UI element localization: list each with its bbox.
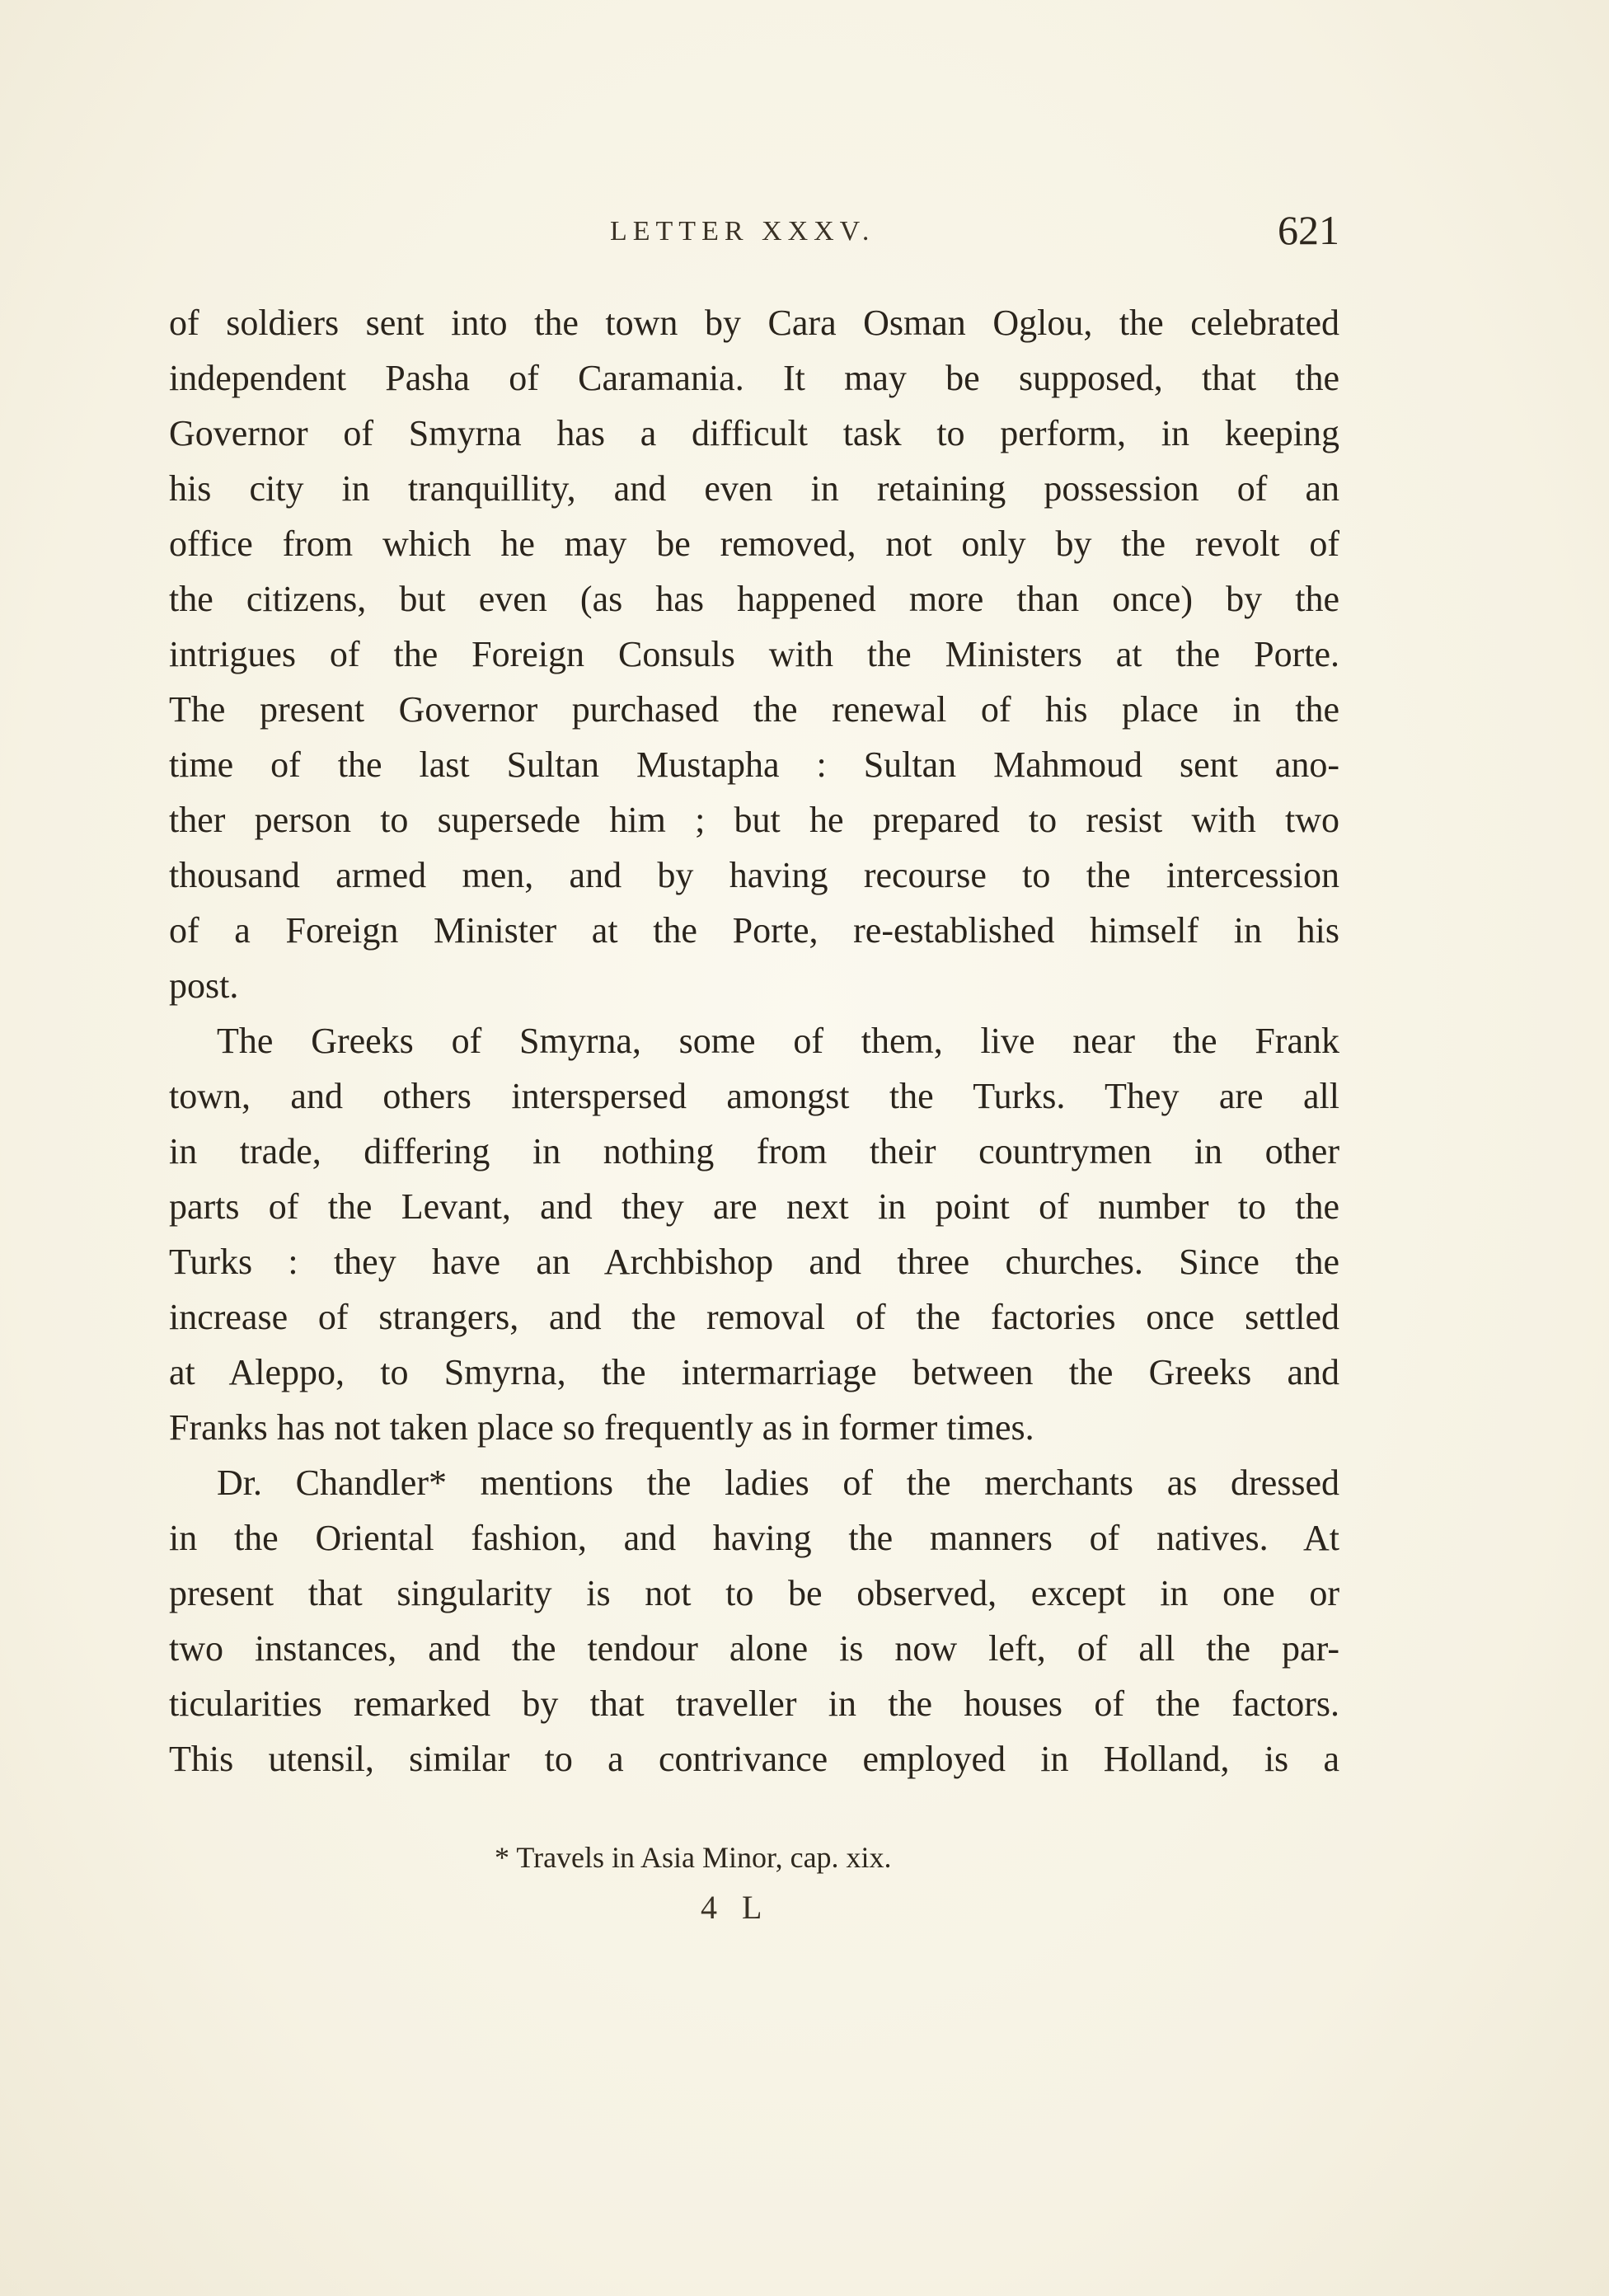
- text-line: time of the last Sultan Mustapha : Sultan Mahmoud sent ano-: [169, 744, 1339, 785]
- text-line: post.: [169, 965, 239, 1006]
- text-line: of soldiers sent into the town by Cara Osman Oglou, the celebrated: [169, 303, 1339, 343]
- signature-mark: 4 L: [701, 1889, 771, 1926]
- text-line: in trade, differing in nothing from their countrymen in other: [169, 1131, 1339, 1171]
- page-number: 621: [1278, 207, 1339, 253]
- text-line: at Aleppo, to Smyrna, the intermarriage between the Greeks and: [169, 1352, 1339, 1392]
- text-line: office from which he may be removed, not only by the revolt of: [169, 524, 1339, 564]
- running-head-title: LETTER XXXV.: [610, 216, 875, 247]
- text-line: This utensil, similar to a contrivance employed in Holland, is a: [169, 1739, 1339, 1779]
- running-head: [169, 206, 1339, 264]
- text-line: parts of the Levant, and they are next in point of number to the: [169, 1186, 1339, 1227]
- text-line: of a Foreign Minister at the Porte, re-established himself in his: [169, 910, 1339, 951]
- text-line: The present Governor purchased the renewal of his place in the: [169, 689, 1339, 730]
- text-line: two instances, and the tendour alone is now left, of all the par-: [169, 1628, 1339, 1669]
- text-line: his city in tranquillity, and even in retaining possession of an: [169, 468, 1339, 509]
- text-line: Franks has not taken place so frequently as in former times.: [169, 1407, 1034, 1448]
- body-text: [169, 295, 1339, 1787]
- text-line: The Greeks of Smyrna, some of them, live near the Frank: [217, 1021, 1339, 1061]
- text-line: present that singularity is not to be observed, except in one or: [169, 1573, 1339, 1613]
- text-line: in the Oriental fashion, and having the manners of natives. At: [169, 1518, 1339, 1558]
- text-line: thousand armed men, and by having recourse to the intercession: [169, 855, 1339, 895]
- text-line: increase of strangers, and the removal of the factories once settled: [169, 1297, 1339, 1337]
- text-line: ticularities remarked by that traveller in the houses of the factors.: [169, 1683, 1339, 1724]
- text-line: Dr. Chandler* mentions the ladies of the merchants as dressed: [217, 1463, 1339, 1503]
- text-line: Turks : they have an Archbishop and three churches. Since the: [169, 1242, 1339, 1282]
- text-line: intrigues of the Foreign Consuls with the Ministers at the Porte.: [169, 634, 1339, 674]
- text-line: the citizens, but even (as has happened more than once) by the: [169, 579, 1339, 619]
- footnote-divider: [169, 1814, 1339, 1815]
- footnote: * Travels in Asia Minor, cap. xix.: [495, 1841, 892, 1874]
- text-line: independent Pasha of Caramania. It may be supposed, that the: [169, 358, 1339, 398]
- text-line: Governor of Smyrna has a difficult task to perform, in keeping: [169, 413, 1339, 453]
- text-line: ther person to supersede him ; but he prepared to resist with two: [169, 800, 1339, 840]
- text-line: town, and others interspersed amongst the Turks. They are all: [169, 1076, 1339, 1116]
